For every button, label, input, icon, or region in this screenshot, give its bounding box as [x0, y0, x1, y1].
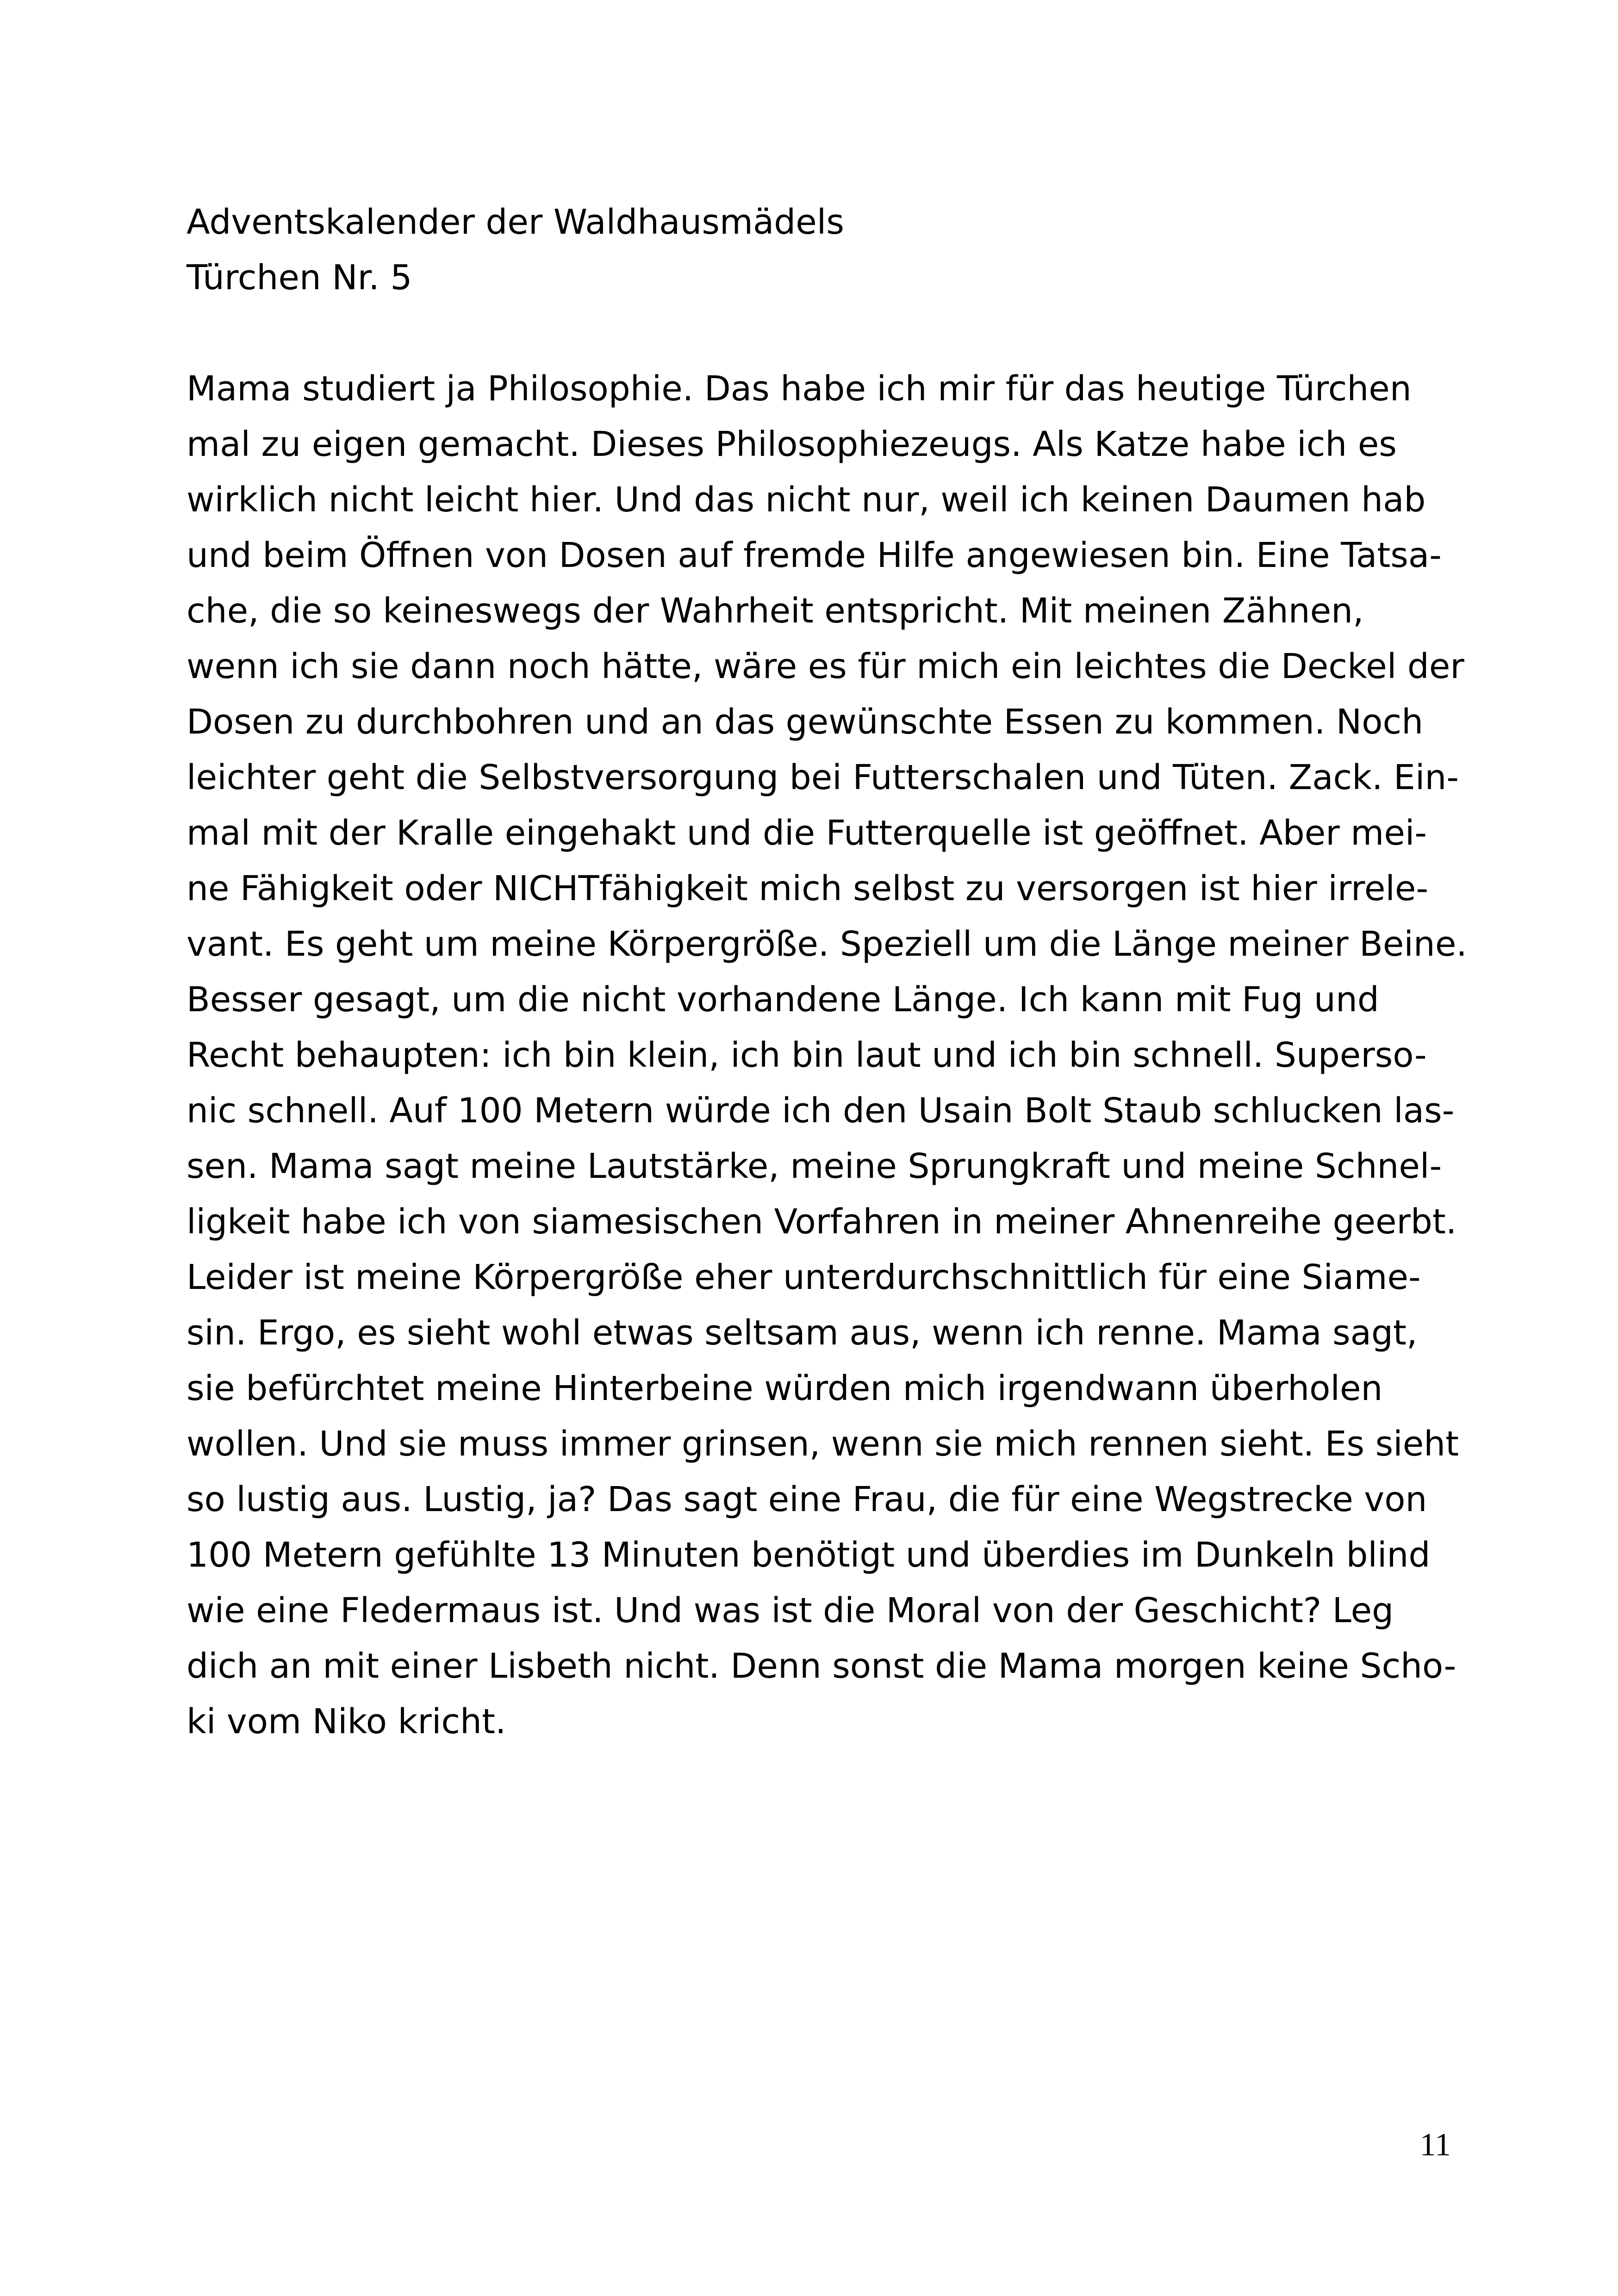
body-line: leichter geht die Selbstversorgung bei Futterschalen und Tüten. Zack. Ein- — [187, 758, 1459, 797]
body-line: mal mit der Kralle eingehakt und die Futterquelle ist geöffnet. Aber mei- — [187, 813, 1427, 853]
body-line: nic schnell. Auf 100 Metern würde ich den Usain Bolt Staub schlucken las- — [187, 1091, 1455, 1131]
body-line: sen. Mama sagt meine Lautstärke, meine Sprungkraft und meine Schnel- — [187, 1146, 1442, 1186]
body-line: wie eine Fledermaus ist. Und was ist die Moral von der Geschicht? Leg — [187, 1591, 1394, 1630]
paragraph-gap — [187, 305, 1482, 361]
body-paragraph — [187, 361, 1482, 1749]
body-line: wenn ich sie dann noch hätte, wäre es für mich ein leichtes die Deckel der — [187, 647, 1464, 686]
body-line: Leider ist meine Körpergröße eher unterdurchschnittlich für eine Siame- — [187, 1257, 1421, 1297]
document-subtitle: Türchen Nr. 5 — [187, 258, 412, 298]
body-line: wollen. Und sie muss immer grinsen, wenn sie mich rennen sieht. Es sieht — [187, 1424, 1459, 1464]
body-line: Recht behaupten: ich bin klein, ich bin laut und ich bin schnell. Superso- — [187, 1035, 1427, 1075]
body-line: dich an mit einer Lisbeth nicht. Denn sonst die Mama morgen keine Scho- — [187, 1646, 1456, 1686]
body-line: Mama studiert ja Philosophie. Das habe ich mir für das heutige Türchen — [187, 369, 1412, 409]
body-line: sie befürchtet meine Hinterbeine würden mich irgendwann überholen — [187, 1369, 1383, 1408]
body-line: ki vom Niko kricht. — [187, 1702, 506, 1742]
body-line: Dosen zu durchbohren und an das gewünschte Essen zu kommen. Noch — [187, 702, 1424, 742]
page-number: 11 — [1419, 2127, 1451, 2163]
body-line: und beim Öffnen von Dosen auf fremde Hilfe angewiesen bin. Eine Tatsa- — [187, 535, 1442, 575]
body-line: sin. Ergo, es sieht wohl etwas seltsam aus, wenn ich renne. Mama sagt, — [187, 1313, 1418, 1353]
body-line: ligkeit habe ich von siamesischen Vorfahren in meiner Ahnenreihe geerbt. — [187, 1202, 1457, 1242]
body-line: wirklich nicht leicht hier. Und das nicht nur, weil ich keinen Daumen hab — [187, 480, 1426, 520]
document-text — [187, 194, 1482, 1749]
body-line: mal zu eigen gemacht. Dieses Philosophiezeugs. Als Katze habe ich es — [187, 424, 1397, 464]
document-title: Adventskalender der Waldhausmädels — [187, 202, 844, 242]
body-line: Besser gesagt, um die nicht vorhandene Länge. Ich kann mit Fug und — [187, 980, 1379, 1020]
body-line: so lustig aus. Lustig, ja? Das sagt eine Frau, die für eine Wegstrecke von — [187, 1480, 1427, 1519]
body-line: ne Fähigkeit oder NICHTfähigkeit mich selbst zu versorgen ist hier irrele- — [187, 869, 1429, 908]
body-line: vant. Es geht um meine Körpergröße. Speziell um die Länge meiner Beine. — [187, 924, 1467, 964]
body-line: che, die so keineswegs der Wahrheit entspricht. Mit meinen Zähnen, — [187, 591, 1364, 631]
body-line: 100 Metern gefühlte 13 Minuten benötigt und überdies im Dunkeln blind — [187, 1535, 1431, 1575]
